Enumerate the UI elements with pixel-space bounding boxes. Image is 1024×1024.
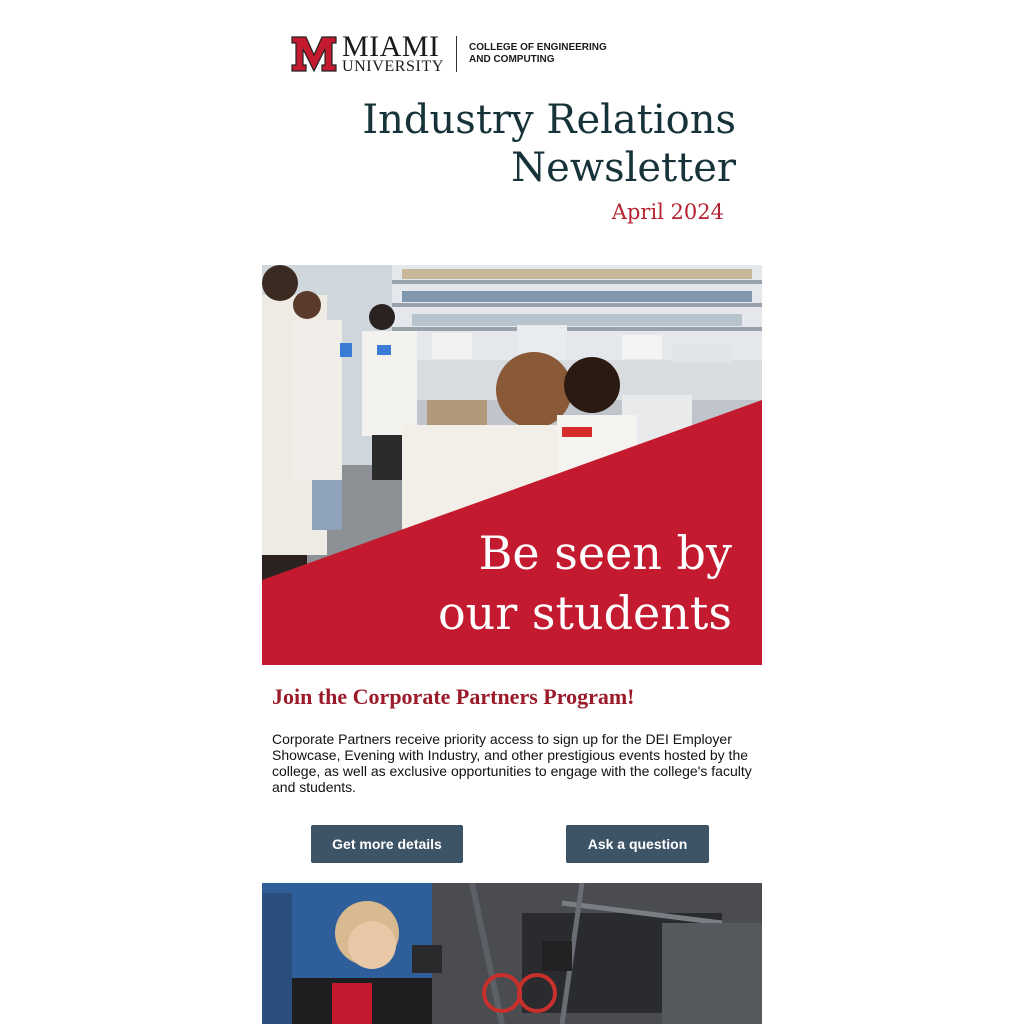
corporate-partners-body: Corporate Partners receive priority access to sign up for the DEI Employer Showcase, Evening with Industry, and other prestigious events hosted by the college, as well as exclusive opportunities to engage with the college's faculty and students. — [272, 731, 752, 795]
hero-banner[interactable] — [262, 265, 762, 665]
newsletter-title-line2: Newsletter — [511, 145, 736, 191]
hero-headline-line2: our students — [437, 586, 732, 640]
newsletter-title — [362, 96, 736, 192]
logo-wordmark — [342, 30, 444, 75]
hero-headline — [438, 523, 732, 643]
workshop-photo-image — [262, 883, 762, 1024]
miami-university-logo[interactable] — [291, 30, 607, 75]
newsletter-email — [262, 0, 762, 1024]
college-name — [469, 42, 607, 66]
newsletter-title-line1: Industry Relations — [362, 97, 736, 143]
engineering-workshop-photo[interactable] — [262, 883, 762, 1024]
miami-m-logo-icon — [291, 35, 337, 73]
hero-headline-line1: Be seen by — [478, 526, 732, 580]
college-name-line1: COLLEGE OF ENGINEERING — [469, 42, 607, 53]
get-more-details-button[interactable]: Get more details — [311, 825, 463, 863]
logo-miami-text: MIAMI — [342, 30, 440, 63]
logo-university-text: UNIVERSITY — [342, 58, 444, 75]
college-name-line2: AND COMPUTING — [469, 54, 555, 65]
newsletter-date: April 2024 — [611, 200, 724, 224]
corporate-partners-heading: Join the Corporate Partners Program! — [272, 684, 635, 709]
ask-a-question-button[interactable]: Ask a question — [566, 825, 709, 863]
logo-divider — [456, 36, 457, 72]
